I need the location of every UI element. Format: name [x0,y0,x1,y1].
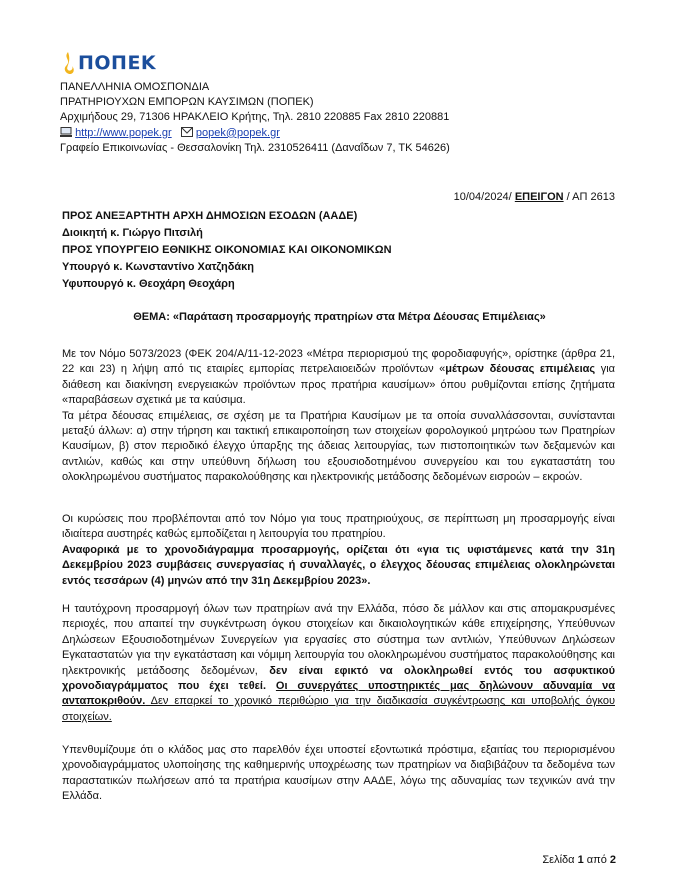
envelope-icon [181,127,193,137]
subject-line: ΘΕΜΑ: «Παράταση προσαρμογής πρατηρίων στα Μέτρα Δέουσας Επιμέλειας» [133,311,546,323]
logo-text: ΠΟΠΕΚ [78,52,157,74]
paragraph-3: Οι κυρώσεις που προβλέπονται από τον Νόμο για τους πρατηριούχους, σε περίπτωση μη προσαρμογής είναι ιδιαίτερα αυστηρές καθώς εμποδίζεται η λειτουργία του πρατηρίου. Αναφορικά με το χρονοδιάγραμμα προσαρμογής, ορίζεται ότι «για τις υφιστάμενες κατά την 31η Δεκεμβρίου 2023 συμβάσεις συνεργασίας ή συναλλαγές, ο έλεγχος δέουσας επιμέλειας ολοκληρώνεται εντός τεσσάρων (4) μηνών από την 31η Δεκεμβρίου 2023». [62,512,615,589]
org-line-2: ΠΡΑΤΗΡΙΟΥΧΩΝ ΕΜΠΟΡΩΝ ΚΑΥΣΙΜΩΝ (ΠΟΠΕΚ) [60,96,314,109]
contact-links [60,126,450,141]
recipient-line: ΠΡΟΣ ΥΠΟΥΡΓΕΙΟ ΕΘΝΙΚΗΣ ΟΙΚΟΝΟΜΙΑΣ ΚΑΙ ΟΙΚΟΝΟΜΙΚΩΝ [62,244,392,256]
letterhead [60,80,450,156]
recipient-line: Διοικητή κ. Γιώργο Πιτσιλή [62,227,203,239]
website-link[interactable]: http://www.popek.gr [75,126,172,139]
paragraph-2: Τα μέτρα δέουσας επιμέλειας, σε σχέση με τα Πρατήρια Καυσίμων με τα οποία συναλλάσσονται, συνίστανται μεταξύ άλλων: α) στην τήρηση και τακτική επικαιροποίηση των στοιχείων φορολογικού μητρώου των Πρατηρίων Καυσίμων, β) στον περιοδικό έλεγχο ύπαρξης της άδειας λειτουργίας, των πιστοποιητικών των δεξαμενών και αντλιών, καθώς και στην υπεύθυνη δήλωση του εξουσιοδοτημένου συνεργείου και του εγκαταστάτη του ολοκληρωμένου συστήματος παρακολούθησης και ηλεκτρονικής μετάδοσης δεδομένων εισροών – εκροών. [62,409,615,484]
urgency-label: ΕΠΕΙΓΟΝ [514,191,564,203]
reference-line [454,191,615,203]
paragraph-5: Η ταυτόχρονη προσαρμογή όλων των πρατηρίων ανά την Ελλάδα, πόσο δε μάλλον και στις απομακρυσμένες περιοχές, που απαιτεί την συγκέντρωση όγκου στοιχείων και δικαιολογητικών κάθε επιχείρησης, Υπεύθυνων Δηλώσεων Εξουσιοδοτημένων Συνεργείων για εργασίες στο σύστημα των αντλιών, Υπεύθυνων Δηλώσεων Εγκαταστατών για την εγκατάσταση και νόμιμη λειτουργία του ολοκληρωμένου συστήματος παρακολούθησης και ηλεκτρονικής μετάδοσης δεδομένων, δεν είναι εφικτό να ολοκληρωθεί εντός του ασφυκτικού χρονοδιαγράμματος που έχει τεθεί. Οι συνεργάτες υποστηρικτές μας δηλώνουν αδυναμία να ανταποκριθούν. Δεν επαρκεί το χρονικό περιθώριο για την διαδικασία συγκέντρωσης και υποβολής όγκου στοιχείων. [62,603,615,723]
flame-icon [60,51,76,75]
popek-logo [60,50,156,76]
recipient-line: ΠΡΟΣ ΑΝΕΞΑΡΤΗΤΗ ΑΡΧΗ ΔΗΜΟΣΙΩΝ ΕΣΟΔΩΝ (ΑΑΔΕ) [62,210,358,222]
recipient-line: Υπουργό κ. Κωνσταντίνο Χατζηδάκη [62,261,254,273]
email-link[interactable]: popek@popek.gr [195,126,280,139]
computer-icon [60,127,72,137]
address-line: Αρχιμήδους 29, 71306 ΗΡΑΚΛΕΙΟ Κρήτης, Τηλ. 2810 220885 Fax 2810 220881 [60,111,450,124]
paragraph-4: Αναφορικά με το χρονοδιάγραμμα προσαρμογής, ορίζεται ότι «για τις υφιστάμενες κατά την 31η Δεκεμβρίου 2023 συμβάσεις συνεργασίας ή συναλλαγές, ο έλεγχος δέουσας επιμέλειας ολοκληρώνεται εντός τεσσάρων (4) μηνών από την 31η Δεκεμβρίου 2023». [62,543,615,587]
protocol-number: / ΑΠ 2613 [566,191,615,203]
org-line-1: ΠΑΝΕΛΛΗΝΙΑ ΟΜΟΣΠΟΝΔΙΑ [60,81,210,93]
page-number: Σελίδα 1 από 2 [542,854,616,866]
office-line: Γραφείο Επικοινωνίας - Θεσσαλονίκη Τηλ. 2310526411 (Δαναΐδων 7, ΤΚ 54626) [60,141,450,154]
recipients-block [62,208,392,293]
recipient-line: Υφυπουργό κ. Θεοχάρη Θεοχάρη [62,278,235,290]
letter-date: 10/04/2024/ [453,191,512,203]
paragraph-1: Με τον Νόμο 5073/2023 (ΦΕΚ 204/Α/11-12-2023 «Μέτρα περιορισμού της φοροδιαφυγής», ορίστηκε (άρθρα 21, 22 και 23) η λήψη από τις εταιρίες εμπορίας πετρελαιοειδών προϊόντων «μέτρων δέουσας επιμέλειας για διάθεση και διακίνηση ενεργειακών προϊόντων προς πρατήρια καυσίμων» όπου ρυθμίζονται επίσης ζητήματα «παραβάσεων σχετικά με τα καύσιμα. Τα μέτρα δέουσας επιμέλειας, σε σχέση με τα Πρατήρια Καυσίμων με τα οποία συναλλάσσονται, συνίστανται μεταξύ άλλων: α) στην τήρηση και τακτική επικαιροποίηση των στοιχείων φορολογικού μητρώου των Πρατηρίων Καυσίμων, β) στον περιοδικό έλεγχο ύπαρξης της άδειας λειτουργίας, των πιστοποιητικών των δεξαμενών και αντλιών, καθώς και στην υπεύθυνη δήλωση του εξουσιοδοτημένου συνεργείου και του εγκαταστάτη του ολοκληρωμένου συστήματος παρακολούθησης και ηλεκτρονικής μετάδοσης δεδομένων εισροών – εκροών. [62,347,615,486]
paragraph-6: Υπενθυμίζουμε ότι ο κλάδος μας στο παρελθόν έχει υποστεί εξοντωτικά πρόστιμα, εξαιτίας του περιορισμένου χρονοδιαγράμματος υλοποίησης της καθημερινής υποχρέωσης των πρατηρίων να διαβιβάζουν τα δεδομένα των παραστατικών πωλήσεων από τα πρατήρια καυσίμων στην ΑΑΔΕ, λόγω της αδυναμίας των τεχνικών ανά την Ελλάδα. [62,744,615,803]
